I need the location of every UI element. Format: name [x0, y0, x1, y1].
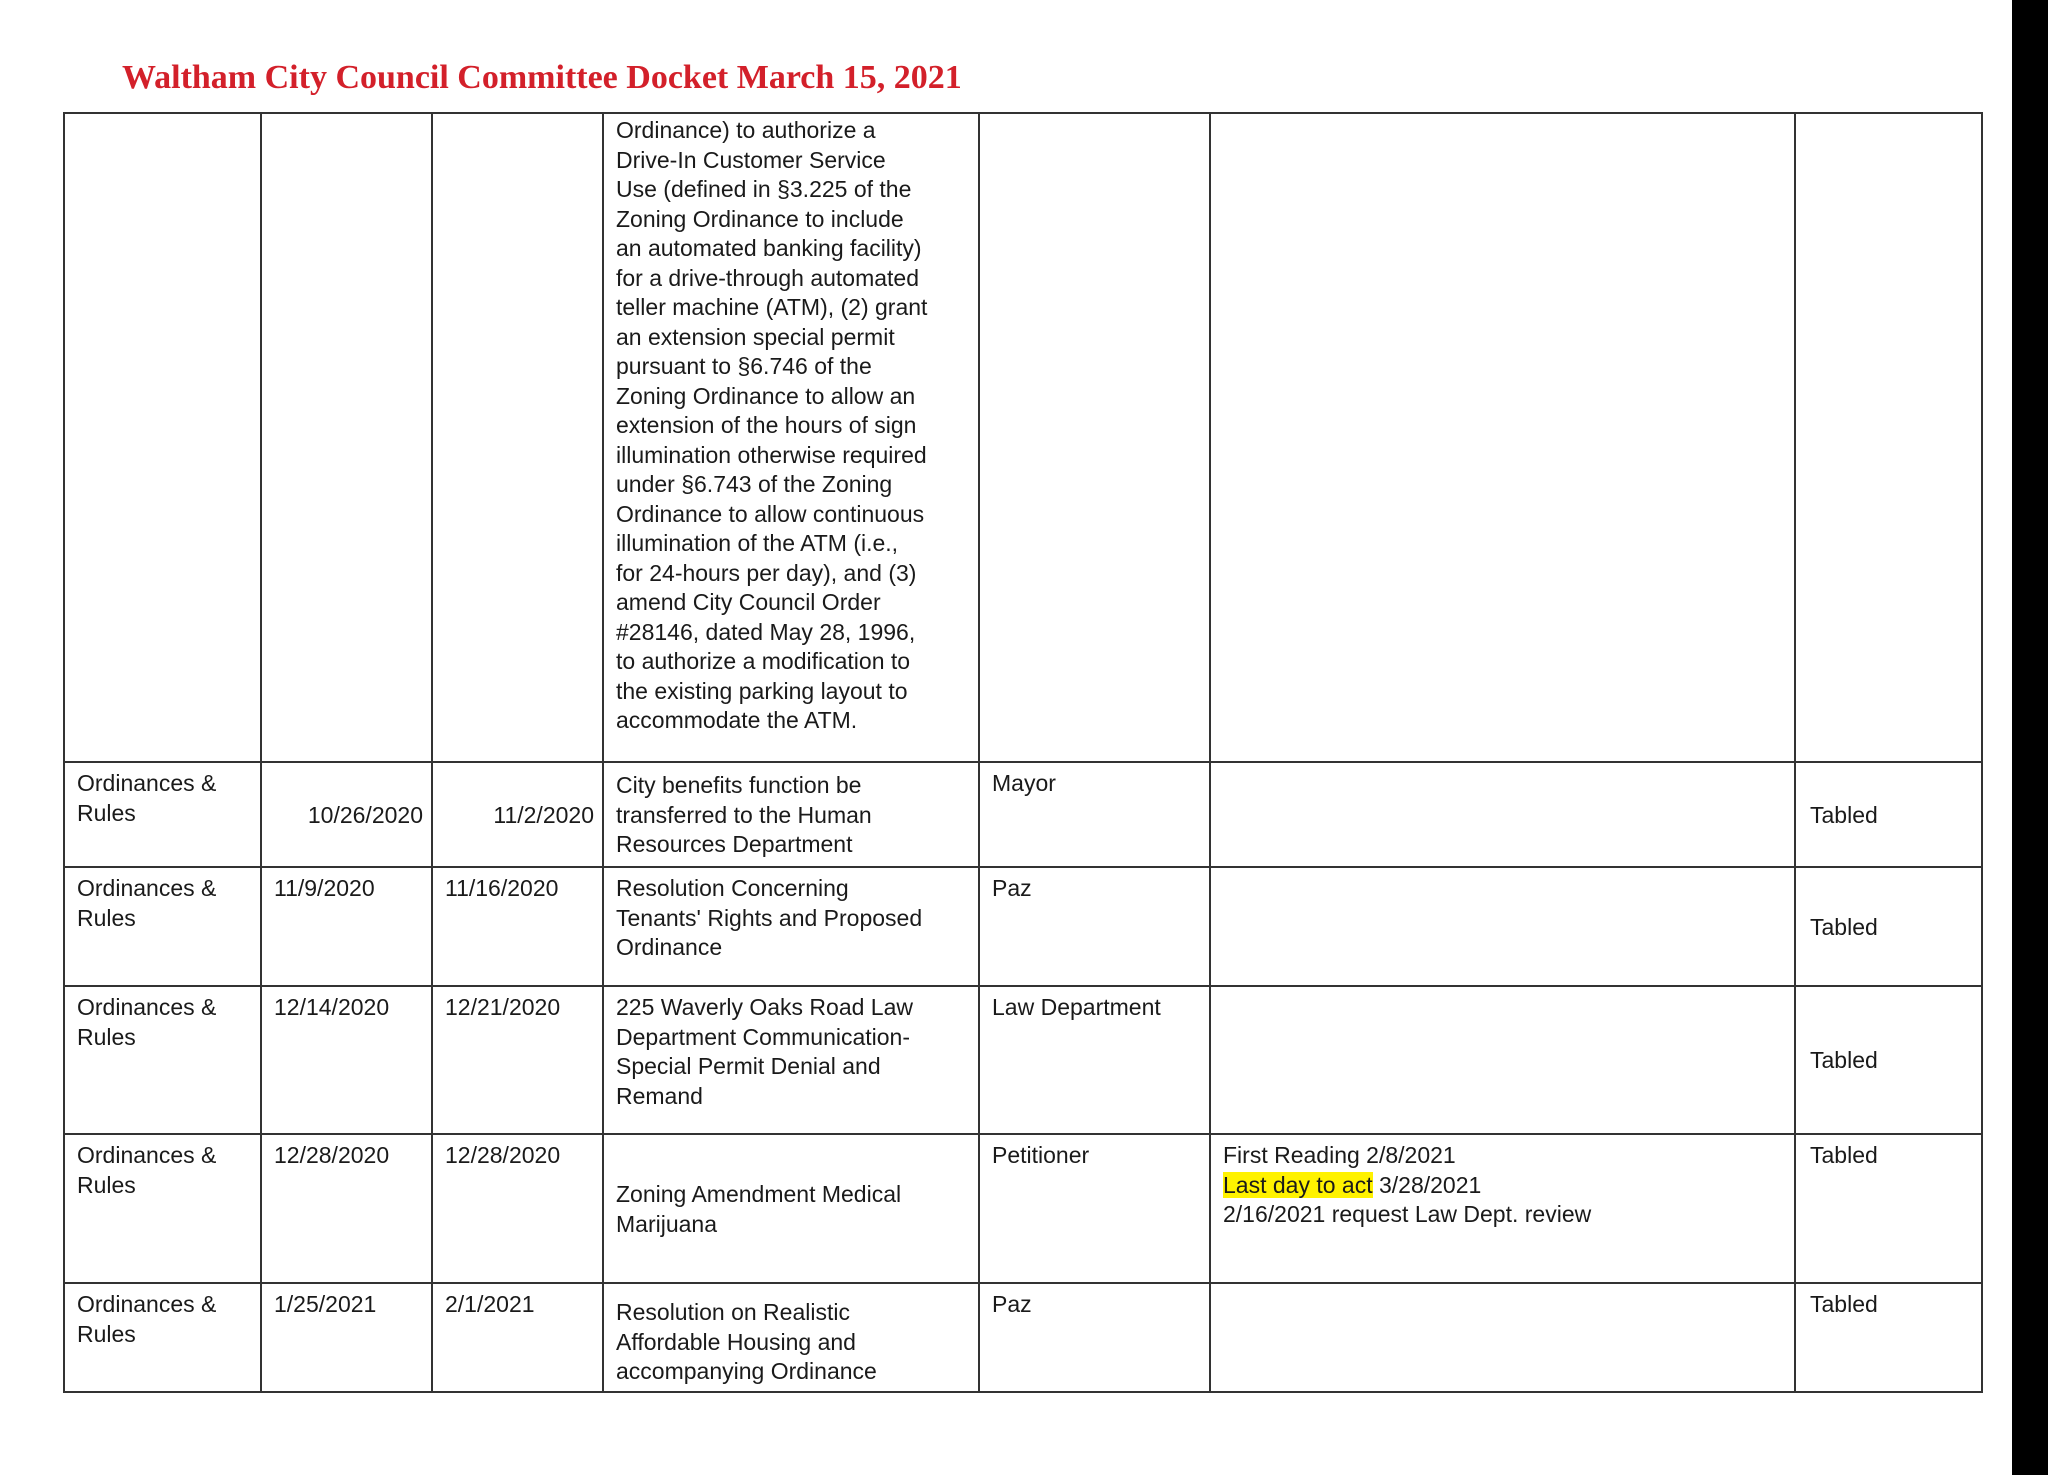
description-line: City benefits function be: [616, 772, 862, 799]
right-dark-edge: [2012, 0, 2048, 1475]
date-referred-cell: 12/28/2020: [432, 1134, 603, 1283]
description-line: Resolution on Realistic: [616, 1299, 850, 1325]
deadline-date: 3/28/2021: [1372, 1171, 1482, 1198]
description-line: amend City Council Order: [616, 589, 881, 615]
notes-cell: [1210, 113, 1795, 762]
description-line: Zoning Ordinance to include: [616, 205, 904, 232]
description-line: Use (defined in §3.225 of the: [616, 176, 912, 202]
table-row: [64, 762, 1982, 867]
description-line: an extension special permit: [616, 323, 895, 350]
status-cell: [1795, 113, 1982, 762]
date-referred-cell: 2/1/2021: [432, 1283, 603, 1392]
committee-cell: [64, 1283, 261, 1392]
committee-line: Rules: [77, 1023, 136, 1050]
description-cell: [603, 113, 979, 762]
description-line: Zoning Amendment Medical: [616, 1181, 902, 1207]
description-line: Department Communication-: [616, 1023, 911, 1050]
sponsor-cell: Law Department: [979, 986, 1210, 1134]
committee-cell: [64, 1134, 261, 1283]
description-line: under §6.743 of the Zoning: [616, 471, 893, 497]
date-introduced-cell: 1/25/2021: [261, 1283, 432, 1392]
description-line: pursuant to §6.746 of the: [616, 353, 872, 379]
date-introduced-cell: 12/14/2020: [261, 986, 432, 1134]
date-introduced-cell: [261, 113, 432, 762]
docket-table: [63, 112, 1983, 1393]
table-row: [64, 1283, 1982, 1392]
description-line: Drive-In Customer Service: [616, 146, 886, 173]
description-line: Special Permit Denial and: [616, 1053, 881, 1079]
status-cell: Tabled: [1795, 1283, 1982, 1392]
description-line: #28146, dated May 28, 1996,: [616, 618, 916, 645]
committee-line: Rules: [77, 799, 136, 826]
description-line: Remand: [616, 1082, 703, 1109]
deadline-highlight: Last day to act: [1223, 1171, 1373, 1198]
docket-title: Waltham City Council Committee Docket March 15, 2021: [122, 59, 962, 96]
table-row: [64, 867, 1982, 986]
committee-cell: [64, 986, 261, 1134]
date-introduced-cell: 10/26/2020: [261, 762, 432, 867]
description-line: Zoning Ordinance to allow an: [616, 382, 916, 409]
committee-cell: [64, 113, 261, 762]
notes-cell: [1210, 1283, 1795, 1392]
description-line: the existing parking layout to: [616, 677, 908, 704]
committee-cell: [64, 867, 261, 986]
description-line: Resolution Concerning: [616, 875, 849, 901]
description-line: to authorize a modification to: [616, 648, 911, 674]
description-line: Tenants' Rights and Proposed: [616, 904, 923, 931]
committee-line: Ordinances &: [77, 1291, 217, 1317]
committee-line: Ordinances &: [77, 770, 217, 796]
description-line: Ordinance to allow continuous: [616, 500, 925, 527]
committee-line: Rules: [77, 904, 136, 931]
description-cell: [603, 867, 979, 986]
sponsor-cell: Mayor: [979, 762, 1210, 867]
notes-review-request: 2/16/2021 request Law Dept. review: [1223, 1201, 1592, 1227]
description-line: illumination of the ATM (i.e.,: [616, 530, 899, 556]
description-line: Affordable Housing and: [616, 1328, 856, 1355]
description-line: accommodate the ATM.: [616, 707, 858, 733]
notes-cell: [1210, 1134, 1795, 1283]
date-referred-cell: 11/2/2020: [432, 762, 603, 867]
status-cell: Tabled: [1795, 1134, 1982, 1283]
committee-line: Ordinances &: [77, 994, 217, 1020]
notes-cell: [1210, 867, 1795, 986]
notes-first-reading: First Reading 2/8/2021: [1223, 1142, 1456, 1168]
date-introduced-cell: 11/9/2020: [261, 867, 432, 986]
notes-deadline-line: [1223, 1171, 1786, 1201]
date-referred-cell: [432, 113, 603, 762]
committee-line: Rules: [77, 1320, 136, 1347]
sponsor-cell: Paz: [979, 1283, 1210, 1392]
description-line: Marijuana: [616, 1210, 717, 1237]
status-cell: Tabled: [1795, 867, 1982, 986]
description-line: accompanying Ordinance: [616, 1358, 877, 1384]
sponsor-cell: Petitioner: [979, 1134, 1210, 1283]
description-line: teller machine (ATM), (2) grant: [616, 294, 928, 320]
description-cell: [603, 762, 979, 867]
table-row: [64, 1134, 1982, 1283]
description-line: Ordinance) to authorize a: [616, 117, 876, 143]
description-cell: [603, 1283, 979, 1392]
notes-cell: [1210, 762, 1795, 867]
description-line: transferred to the Human: [616, 801, 872, 828]
status-cell: Tabled: [1795, 762, 1982, 867]
committee-line: Rules: [77, 1171, 136, 1198]
committee-line: Ordinances &: [77, 1142, 217, 1168]
sponsor-cell: Paz: [979, 867, 1210, 986]
status-cell: Tabled: [1795, 986, 1982, 1134]
notes-cell: [1210, 986, 1795, 1134]
committee-line: Ordinances &: [77, 875, 217, 901]
description-line: for a drive-through automated: [616, 264, 920, 291]
date-introduced-cell: 12/28/2020: [261, 1134, 432, 1283]
table-row: [64, 986, 1982, 1134]
table-row-continuation: [64, 113, 1982, 762]
description-line: extension of the hours of sign: [616, 412, 917, 438]
description-line: an automated banking facility): [616, 235, 922, 261]
description-cell: [603, 1134, 979, 1283]
sponsor-cell: [979, 113, 1210, 762]
description-line: for 24-hours per day), and (3): [616, 559, 917, 586]
description-line: 225 Waverly Oaks Road Law: [616, 994, 914, 1020]
date-referred-cell: 12/21/2020: [432, 986, 603, 1134]
description-line: illumination otherwise required: [616, 441, 927, 468]
description-cell: [603, 986, 979, 1134]
committee-cell: [64, 762, 261, 867]
date-referred-cell: 11/16/2020: [432, 867, 603, 986]
description-line: Ordinance: [616, 934, 723, 960]
description-line: Resources Department: [616, 831, 853, 858]
